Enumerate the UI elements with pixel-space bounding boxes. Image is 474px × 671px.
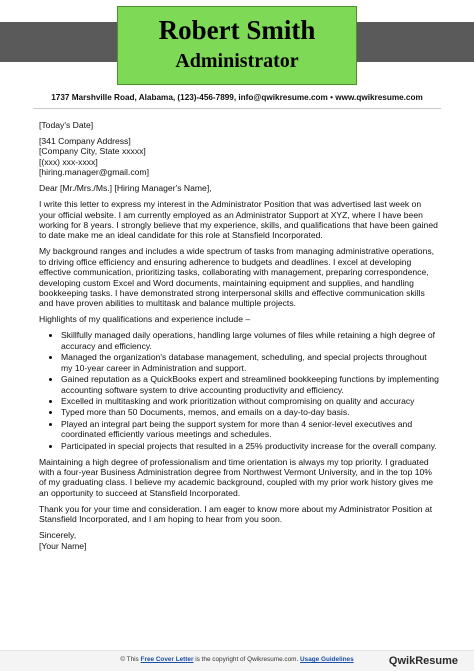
divider (33, 108, 441, 109)
footer (0, 650, 474, 671)
paragraph-education: Maintaining a high degree of professionalism and time orientation is always my top priority. I graduated with a four-year Business Administration degree from Northwest Vermont University, and in the top 10% of my graduating class. I believe my academic background, coupled with my prior work history gives me an opportunity to succeed at Stansfield Incorporated. (39, 456, 434, 498)
address-line: [Company City, State xxxxx] (39, 146, 146, 157)
address-line: [(xxx) xxx-xxxx] (39, 156, 98, 167)
free-cover-letter-link[interactable]: Free Cover Letter (140, 656, 194, 663)
usage-guidelines-link[interactable]: Usage Guidelines (300, 656, 354, 663)
list-item: • Managed the organization's database management, scheduling, and special projects throughout my 10-year career in Administration and support. (61, 352, 439, 373)
salutation: Dear [Mr./Mrs./Ms.] [Hiring Manager's Name], (39, 183, 212, 194)
closing-block (39, 530, 439, 551)
footer-prefix: © This (120, 656, 139, 663)
list-item: • Gained reputation as a QuickBooks expert and streamlined bookkeeping functions by implementing accounting software system to drive accounting productivity and efficiency. (61, 374, 439, 395)
brand-qwik: Qwik (388, 655, 416, 667)
paragraph-background: My background ranges and includes a wide spectrum of tasks from managing administrative operations, to driving office efficiency and ensuring adherence to budgets and deadlines. I excel at developing effective communication, prioritizing tasks, collaborating with management, preparing correspondence, developing custom Excel and Word documents, maintaining equipment and supplies, and handling bookkeeping tasks. I have demonstrated strong interpersonal skills and effective communication skills and have proven abilities to multitask and balance multiple projects. (39, 246, 435, 309)
address-line: [341 Company Address] (39, 136, 131, 146)
qwikresume-logo (389, 655, 458, 667)
name-box (117, 6, 357, 85)
list-item: • Excelled in multitasking and work prioritization without compromising on quality and accuracy (61, 396, 439, 406)
letter-body (39, 120, 439, 557)
brand-resume: Resume (415, 655, 458, 667)
closing: Sincerely, (39, 530, 77, 541)
footer-middle: is the copyright of Qwikresume.com. (195, 656, 299, 663)
list-item: • Typed more than 50 Documents, memos, and emails on a day-to-day basis. (61, 407, 439, 417)
address-line: [hiring.manager@gmail.com] (39, 167, 149, 178)
contact-line: 1737 Marshville Road, Alabama, (123)-456-7899, info@qwikresume.com • www.qwikresume.com (51, 93, 423, 102)
paragraph-thanks: Thank you for your time and consideration. I am eager to know more about my Administrator Position at Stansfield Incorporated, and I am hoping to hear from you soon. (39, 503, 433, 525)
letter-date: [Today's Date] (39, 120, 94, 130)
candidate-title: Administrator (175, 50, 299, 72)
list-item: • Participated in special projects that resulted in a 25% productivity increase for the overall company. (61, 441, 439, 451)
signature: [Your Name] (39, 540, 87, 551)
paragraph-intro: I write this letter to express my interest in the Administrator Position that was advertised last week on your official website. I am currently employed as an Administrator Support at XYZ, where I have been working for 8 years. I strongly believe that my experience, skills, and qualifications that have been gained to date make me an ideal candidate for this role at Stansfield Incorporated. (39, 199, 438, 241)
list-item: • Skillfully managed daily operations, handling large volumes of files while retaining a high degree of accuracy and efficiency. (61, 330, 439, 351)
recipient-address (39, 136, 439, 178)
highlights-intro: Highlights of my qualifications and experience include – (39, 314, 251, 325)
list-item: • Played an integral part being the support system for more than 4 senior-level executives and coordinated efficiently various meetings and schedules. (61, 419, 439, 440)
candidate-name: Robert Smith (158, 15, 316, 45)
highlights-list (39, 330, 439, 450)
